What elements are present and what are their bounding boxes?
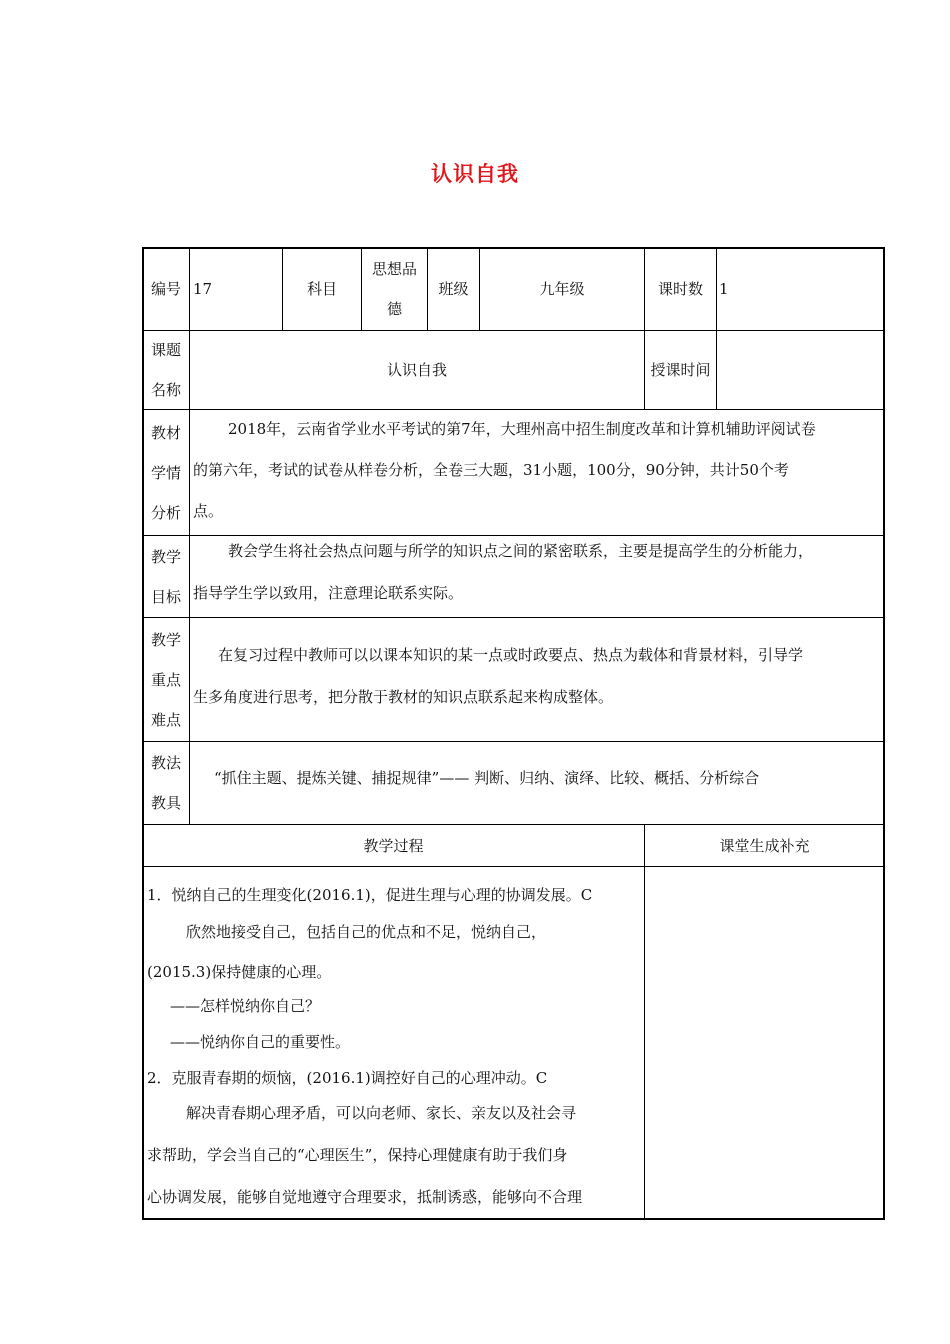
goals-label-line: 教学 bbox=[150, 547, 181, 566]
goals-text-line: 教会学生将社会热点问题与所学的知识点之间的紧密联系，主要是提高学生的分析能力， bbox=[228, 542, 814, 560]
keypoints-label-line: 教学 bbox=[150, 630, 181, 649]
topic-value: 认识自我 bbox=[386, 361, 447, 379]
number-value: 17 bbox=[193, 280, 213, 298]
process-line: 1．悦纳自己的生理变化(2016.1)，促进生理与心理的协调发展。C bbox=[147, 886, 593, 904]
teaching-time-label: 授课时间 bbox=[650, 361, 711, 379]
topic-label-line1: 课题 bbox=[150, 341, 181, 359]
process-line: (2015.3)保持健康的心理。 bbox=[147, 963, 332, 981]
analysis-label-line: 分析 bbox=[150, 503, 181, 522]
page-title: 认识自我 bbox=[431, 162, 519, 186]
analysis-label-line: 学情 bbox=[150, 463, 181, 482]
goals-label bbox=[143, 536, 189, 617]
lesson-count-value: 1 bbox=[719, 280, 729, 298]
keypoints-text-line: 生多角度进行思考，把分散于教材的知识点联系起来构成整体。 bbox=[193, 688, 614, 706]
analysis-text-line: 点。 bbox=[193, 502, 224, 520]
row-divider bbox=[143, 409, 884, 410]
subject-value bbox=[362, 248, 427, 330]
keypoints-label-line: 难点 bbox=[150, 710, 181, 729]
subject-value-line1: 思想品 bbox=[371, 260, 417, 278]
process-line: ——怎样悦纳你自己？ bbox=[170, 997, 321, 1015]
analysis-text-line: 的第六年，考试的试卷从样卷分析，全卷三大题，31小题，100分，90分钟，共计50个考 bbox=[193, 461, 789, 479]
keypoints-label bbox=[143, 618, 189, 741]
goals-text-line: 指导学生学以致用，注意理论联系实际。 bbox=[193, 584, 464, 602]
methods-label bbox=[143, 742, 189, 824]
methods-label-line: 教具 bbox=[150, 794, 181, 812]
row-divider bbox=[143, 866, 884, 867]
row-divider bbox=[143, 741, 884, 742]
class-label: 班级 bbox=[438, 280, 469, 298]
goals-label-line: 目标 bbox=[150, 587, 181, 606]
process-line: 解决青春期心理矛盾，可以向老师、家长、亲友以及社会寻 bbox=[186, 1104, 577, 1122]
methods-text: “抓住主题、提炼关键、捕捉规律”—— 判断、归纳、演绎、比较、概括、分析综合 bbox=[214, 769, 760, 787]
process-line: 心协调发展，能够自觉地遵守合理要求，抵制诱惑，能够向不合理 bbox=[147, 1188, 583, 1206]
supplement-header: 课堂生成补充 bbox=[719, 836, 810, 855]
keypoints-label-line: 重点 bbox=[150, 670, 181, 689]
subject-value-line2: 德 bbox=[386, 300, 402, 318]
lesson-count-label: 课时数 bbox=[657, 280, 703, 298]
class-value: 九年级 bbox=[539, 280, 585, 298]
analysis-text-line: 2018年，云南省学业水平考试的第7年，大理州高中招生制度改革和计算机辅助评阅试卷 bbox=[228, 420, 816, 438]
subject-label: 科目 bbox=[306, 280, 337, 298]
col-divider bbox=[644, 824, 645, 1219]
process-line: 求帮助，学会当自己的“心理医生”，保持心理健康有助于我们身 bbox=[147, 1146, 568, 1164]
topic-label bbox=[143, 331, 189, 409]
row-divider bbox=[143, 535, 884, 536]
teaching-time-value bbox=[717, 331, 884, 409]
process-line: 欣然地接受自己，包括自己的优点和不足，悦纳自己， bbox=[186, 923, 547, 941]
topic-label-line2: 名称 bbox=[150, 381, 181, 399]
methods-label-line: 教法 bbox=[150, 754, 181, 772]
analysis-label-line: 教材 bbox=[150, 423, 181, 442]
row-divider bbox=[143, 617, 884, 618]
number-label: 编号 bbox=[150, 280, 181, 298]
process-line: ——悦纳你自己的重要性。 bbox=[170, 1033, 351, 1051]
keypoints-text-line: 在复习过程中教师可以以课本知识的某一点或时政要点、热点为载体和背景材料，引导学 bbox=[218, 646, 804, 664]
analysis-label bbox=[143, 410, 189, 535]
process-header: 教学过程 bbox=[363, 836, 424, 855]
process-line: 2．克服青春期的烦恼，(2016.1)调控好自己的心理冲动。C bbox=[147, 1069, 548, 1087]
